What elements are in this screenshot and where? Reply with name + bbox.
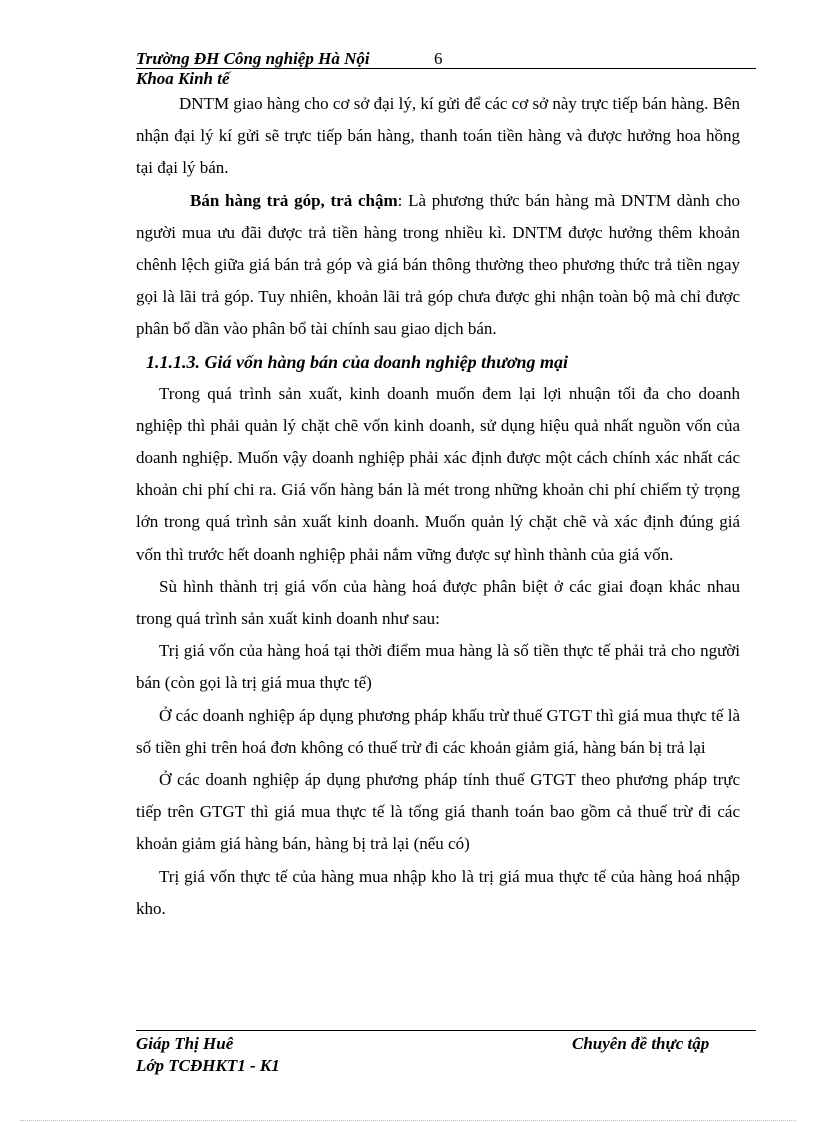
installment-term: Bán hàng trả góp, trả chậm (190, 190, 398, 210)
paragraph-direct-method: Ở các doanh nghiệp áp dụng phương pháp tính thuế GTGT theo phương pháp trực tiếp trên GTGT thì giá mua thực tế là tổng giá thanh toán bao gồm cả thuế trừ đi các khoản giảm giá hàng bán, hàng bị trả lại (nếu có) (136, 770, 740, 854)
paragraph-installment-sales (136, 185, 740, 346)
section-heading: 1.1.1.3. Giá vốn hàng bán của doanh nghiệp thương mại (146, 351, 569, 372)
header-school-name: Trường ĐH Công nghiệp Hà Nội (136, 49, 370, 68)
paragraph-agency-sales: DNTM giao hàng cho cơ sở đại lý, kí gửi để các cơ sở này trực tiếp bán hàng. Bên nhận đại lý kí gửi sẽ trực tiếp bán hàng, thanh toán tiền hàng và được hưởng hoa hồng tại đại lý bán. (136, 94, 740, 178)
paragraph-warehouse-value: Trị giá vốn thực tế của hàng mua nhập kho là trị giá mua thực tế của hàng hoá nhập kho. (136, 866, 740, 918)
header-page-number: 6 (434, 49, 443, 68)
paragraph-deduction-method: Ở các doanh nghiệp áp dụng phương pháp khấu trừ thuế GTGT thì giá mua thực tế là số tiền ghi trên hoá đơn không có thuế trừ đi các khoản giảm giá, hàng bán bị trả lại (136, 705, 740, 757)
paragraph-cost-formation: Sù hình thành trị giá vốn của hàng hoá được phân biệt ở các giai đoạn khác nhau trong quá trình sản xuất kinh doanh như sau: (136, 576, 740, 629)
footer-rule (136, 1030, 756, 1031)
page-header (136, 48, 756, 88)
footer-author: Giáp Thị Huê (136, 1034, 234, 1053)
page-bottom-border (20, 1120, 796, 1121)
header-faculty: Khoa Kinh tế (136, 69, 230, 88)
installment-definition: : Là phương thức bán hàng mà DNTM dành cho người mua ưu đãi được trả tiền hàng trong nhiều kì. DNTM được hưởng thêm khoản chênh lệch giữa giá bán trả góp và giá bán thông thường theo phương thức trả tiền ngay gọi là lãi trả góp. Tuy nhiên, khoản lãi trả góp chưa được ghi nhận toàn bộ mà chỉ được phân bổ dần vào phân bổ tài chính sau giao dịch bán. (136, 190, 741, 339)
header-top-line (136, 48, 756, 70)
header-rule (136, 68, 756, 69)
footer-class: Lớp TCĐHKT1 - K1 (136, 1056, 280, 1075)
paragraph-purchase-value: Trị giá vốn của hàng hoá tại thời điểm mua hàng là số tiền thực tế phải trả cho người bán (còn gọi là trị giá mua thực tế) (136, 641, 740, 693)
footer-topic: Chuyên đề thực tập (572, 1034, 710, 1053)
document-body (136, 88, 740, 925)
paragraph-cost-of-goods: Trong quá trình sản xuất, kinh doanh muốn đem lại lợi nhuận tối đa cho doanh nghiệp thì phải quản lý chặt chẽ vốn kinh doanh, sử dụng hiệu quả nhất nguồn vốn của doanh nghiệp. Muốn vậy doanh nghiệp phải xác định được một cách chính xác nhất các khoản chi phí chi ra. Giá vốn hàng bán là mét trong những khoản chi phí chiếm tỷ trọng lớn trong quá trình sản xuất kinh doanh. Muốn quản lý chặt chẽ và xác định đúng giá vốn thì trước hết doanh nghiệp phải nắm vững được sự hình thành của giá vốn. (136, 383, 740, 564)
